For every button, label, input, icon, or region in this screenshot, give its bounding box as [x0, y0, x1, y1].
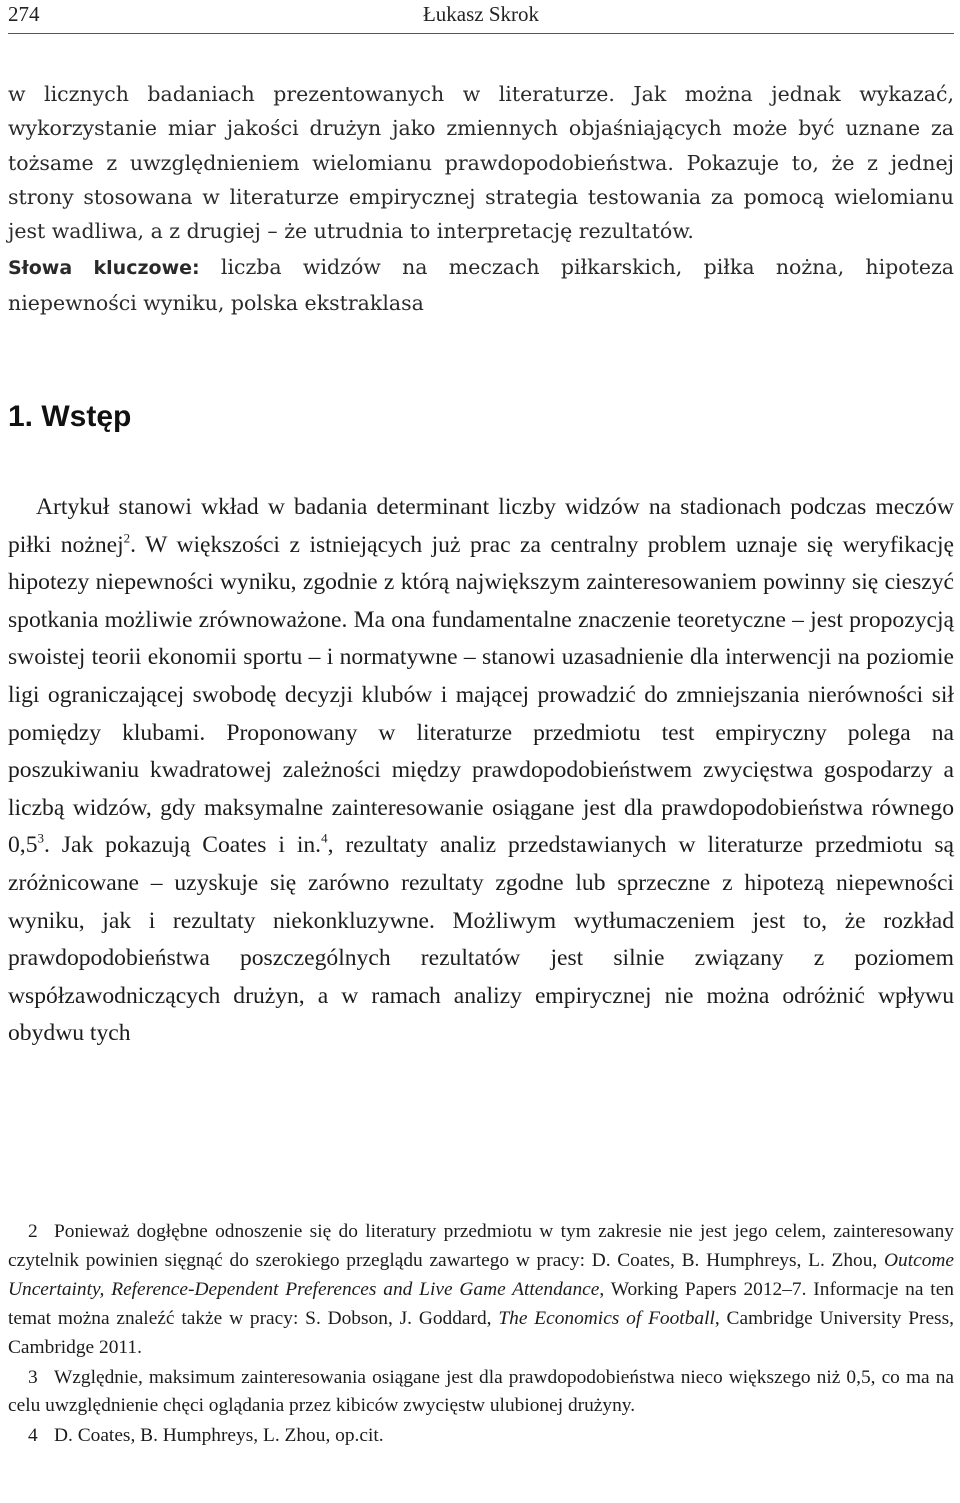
footnote-ref-3[interactable]: 3 [37, 830, 44, 846]
cited-title: The Economics of Football [498, 1307, 715, 1329]
footnote-ref-4[interactable]: 4 [321, 830, 328, 846]
footnote-number: 3 [28, 1366, 38, 1388]
page-number: 274 [8, 2, 40, 26]
running-head [8, 0, 954, 33]
footnote-text: , Working Papers 2012–7. Informacje na ten temat można znaleźć także w pracy: S. Dobson, J. Goddard, [8, 1278, 954, 1329]
section-heading: 1. Wstęp [8, 400, 132, 433]
abstract [8, 77, 954, 320]
body-paragraph [8, 489, 954, 1053]
footnote-ref-2[interactable]: 2 [123, 529, 131, 545]
footnote-text: , Cambridge University Press, Cambridge 2011. [8, 1307, 954, 1358]
header-rule [8, 33, 954, 34]
footnote-2 [8, 1218, 954, 1363]
cited-title: Outcome Uncertainty, Reference-Dependent Preferences and Live Game Attendance [8, 1249, 954, 1300]
footnote-text: Ponieważ dogłębne odnoszenie się do literatury przedmiotu w tym zakresie nie jest jego celem, zainteresowany czytelnik powinien sięgnąć do szerokiego przeglądu zawartego w pracy: D. Coates, B. Humphreys, L. Zhou, [8, 1221, 954, 1271]
footnote-number: 4 [28, 1425, 38, 1447]
footnote-text: D. Coates, B. Humphreys, L. Zhou, op.cit. [54, 1425, 384, 1447]
abstract-text: w licznych badaniach prezentowanych w literaturze. Jak można jednak wykazać, wykorzystanie miar jakości drużyn jako zmiennych objaśniających może być uznane za tożsame z uwzględnieniem wielomianu prawdopodobieństwa. Pokazuje to, że z jednej strony stosowana w literaturze empirycznej strategia testowania za pomocą wielomianu jest wadliwa, a z drugiej – że utrudnia to interpretację rezultatów. [8, 82, 954, 244]
footnotes [8, 1218, 954, 1451]
footnote-text: Względnie, maksimum zainteresowania osiągane jest dla prawdopodobieństwa nieco większego niż 0,5, co ma na celu uwzględnienie chęci oglądania przez kibiców zwycięstw ulubionej drużyny. [8, 1366, 954, 1417]
running-head-author: Łukasz Skrok [422, 2, 540, 26]
body-text-part-1: Artykuł stanowi wkład w badania determinant liczby widzów na stadionach podczas meczów piłki nożnej [8, 494, 954, 558]
body-text-part-4: , rezultaty analiz przedstawianych w literaturze przedmiotu są zróżnicowane – uzyskuje się zarówno rezultaty zgodne lub sprzeczne z hipotezą niepewności wyniku, jak i rezultaty niekonkluzywne. Możliwym wytłumaczeniem jest to, że rozkład prawdopodobieństwa poszczególnych rezultatów jest silnie związany z poziomem współzawodniczących drużyn, a w ramach analizy empirycznej nie można odróżnić wpływu obydwu tych [8, 832, 954, 1047]
keywords-list: liczba widzów na meczach piłkarskich, piłka nożna, hipoteza niepewności wyniku, polska ekstraklasa [8, 255, 954, 315]
footnote-number: 2 [28, 1221, 38, 1242]
keywords [8, 250, 954, 320]
body-text-part-3: . Jak pokazują Coates i in. [43, 832, 322, 859]
body-text-part-2: . W większości z istniejących już prac za centralny problem uznaje się weryfikację hipotezy niepewności wyniku, zgodnie z którą największym zainteresowaniem powinny się cieszyć spotkania możliwie zrównoważone. Ma ona fundamentalne znaczenie teoretyczne – jest propozycją swoistej teorii ekonomii sportu – i normatywne – stanowi uzasadnienie dla interwencji na poziomie ligi ograniczającej swobodę decyzji klubów i mającej prowadzić do zmniejszania nierówności sił pomiędzy klubami. Proponowany w literaturze przedmiotu test empiryczny polega na poszukiwaniu kwadratowej zależności między prawdopodobieństwem zwycięstwa gospodarzy a liczbą widzów, gdy maksymalne zainteresowanie osiągane jest dla prawdopodobieństwa równego 0,5 [8, 531, 954, 859]
footnote-3 [8, 1364, 954, 1422]
footnote-4 [8, 1422, 954, 1451]
keywords-label: Słowa kluczowe: [8, 257, 200, 280]
